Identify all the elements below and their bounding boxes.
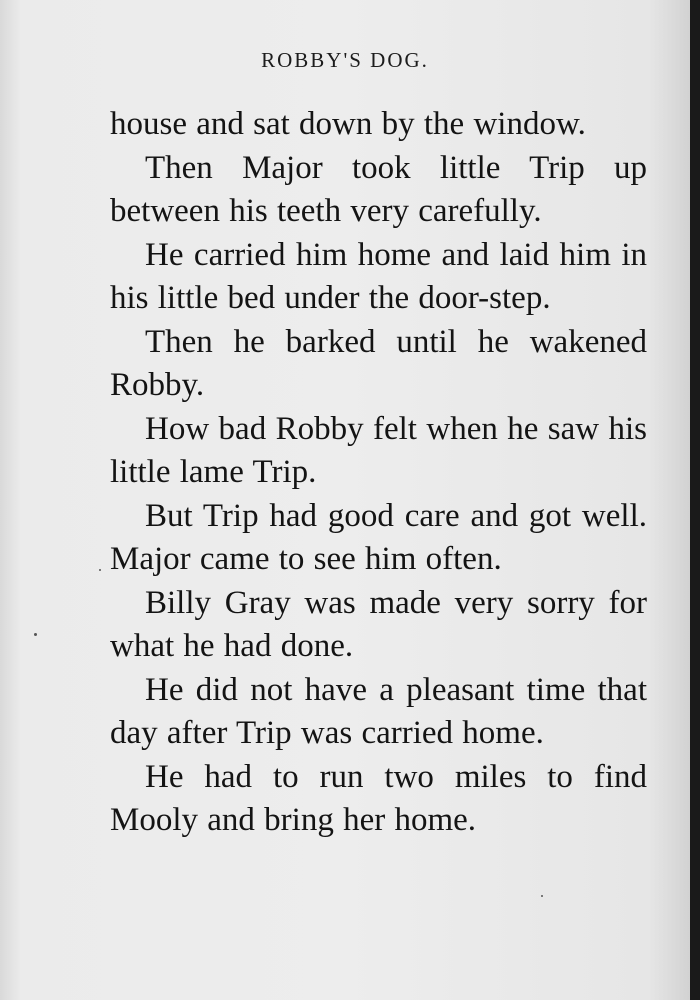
paragraph: Then Major took little Trip up between his teeth very carefully.: [110, 149, 647, 229]
paragraph: house and sat down by the window.: [110, 106, 586, 142]
running-head: ROBBY'S DOG.: [261, 48, 429, 72]
paragraph: But Trip had good care and got well. Major came to see him often.: [110, 497, 647, 577]
paper-speck: [34, 633, 37, 636]
paragraph: How bad Robby felt when he saw his little lame Trip.: [110, 410, 647, 490]
paragraph: Billy Gray was made very sorry for what he had done.: [110, 584, 647, 664]
paper-speck: [541, 895, 543, 897]
paper-speck: [99, 569, 101, 571]
paragraph: He had to run two miles to find Mooly and bring her home.: [110, 758, 647, 838]
paragraph: He did not have a pleasant time that day after Trip was carried home.: [110, 671, 647, 751]
body-text: [110, 103, 647, 843]
paragraph: He carried him home and laid him in his little bed under the door-step.: [110, 236, 647, 316]
paragraph: Then he barked until he wakened Robby.: [110, 323, 647, 403]
